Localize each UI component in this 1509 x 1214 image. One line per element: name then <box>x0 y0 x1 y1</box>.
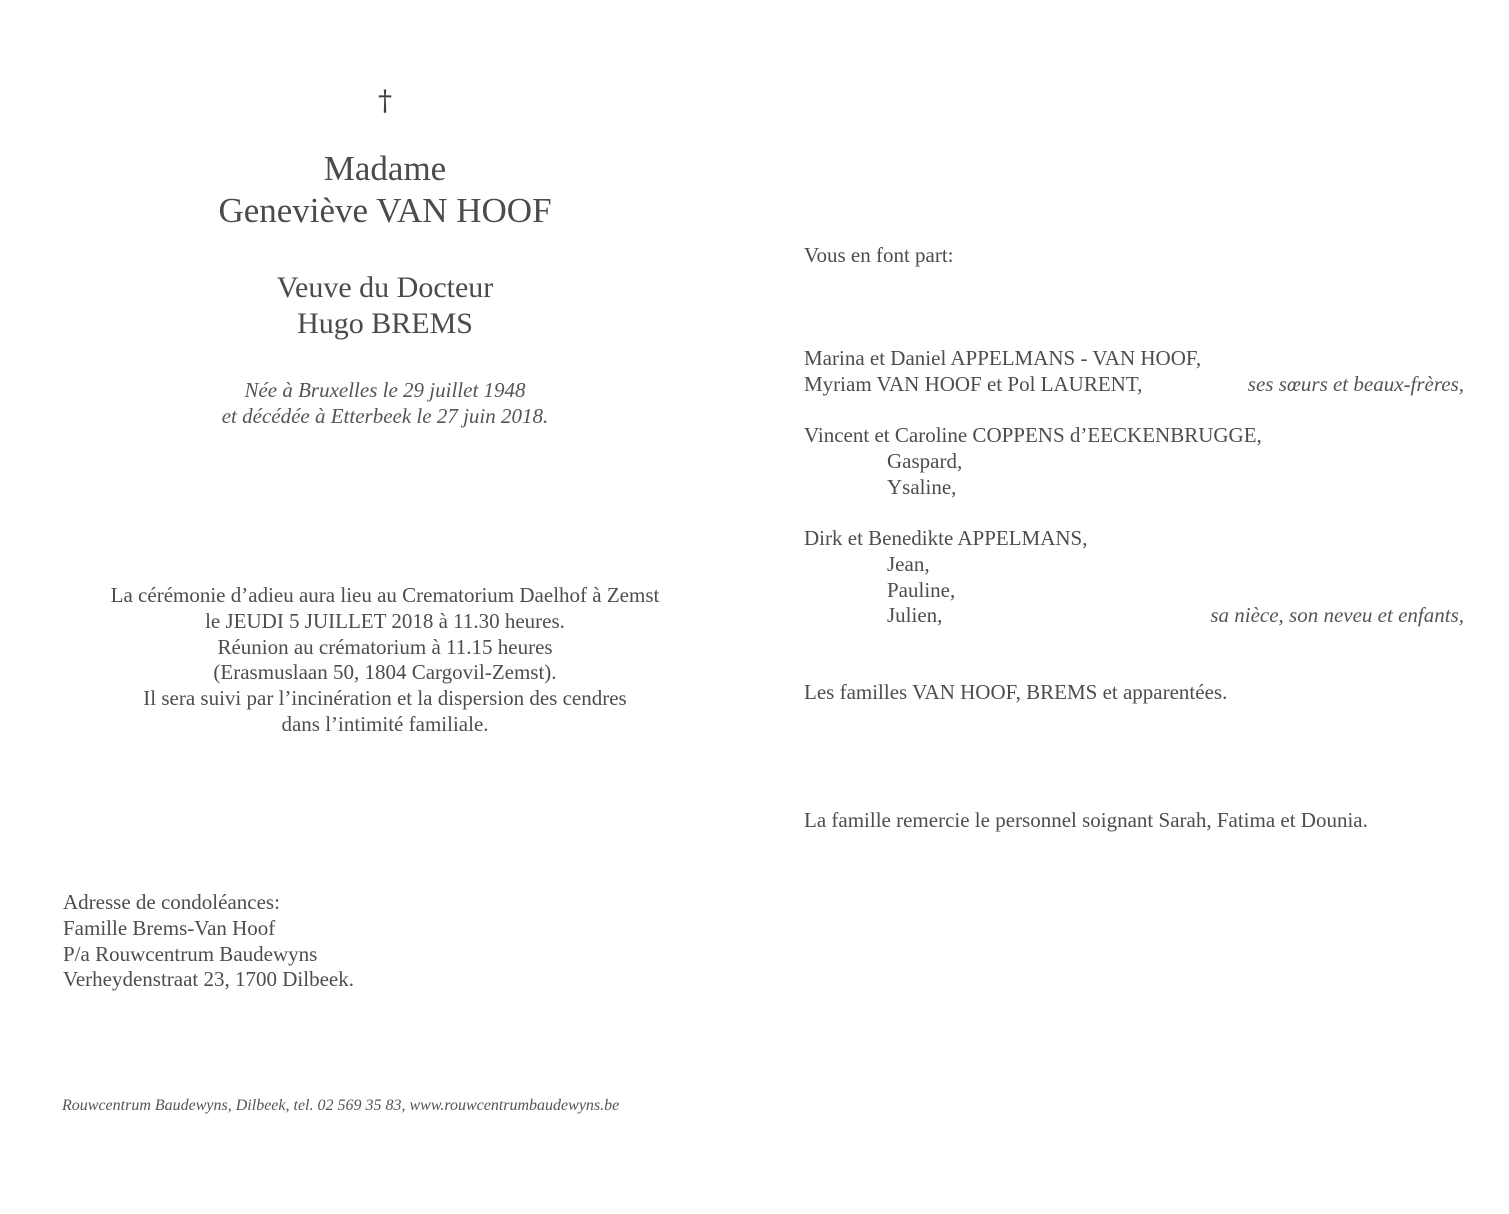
condolence-line: Famille Brems-Van Hoof <box>63 915 276 940</box>
birth-line: Née à Bruxelles le 29 juillet 1948 <box>244 378 526 402</box>
ceremony-line: La cérémonie d’adieu aura lieu au Crematorium Daelhof à Zemst <box>110 583 660 607</box>
ceremony-line: le JEUDI 5 JUILLET 2018 à 11.30 heures. <box>205 608 565 633</box>
funeral-home-credit: Rouwcentrum Baudewyns, Dilbeek, tel. 02 569 35 83, www.rouwcentrumbaudewyns.be <box>62 1097 620 1114</box>
family-child: Gaspard, <box>887 449 963 473</box>
family-child: Jean, <box>887 552 930 576</box>
families-line: Les familles VAN HOOF, BREMS et apparentées. <box>804 680 1228 704</box>
ceremony-line: Réunion au crématorium à 11.15 heures <box>217 634 553 659</box>
announcement-intro: Vous en font part: <box>804 243 954 267</box>
sibling-line: Marina et Daniel APPELMANS - VAN HOOF, <box>804 346 1202 370</box>
honorific-title: Madame <box>323 149 447 188</box>
sibling-line: Myriam VAN HOOF et Pol LAURENT, <box>804 372 1143 396</box>
spouse-block <box>60 270 710 342</box>
condolence-address <box>63 890 354 993</box>
family-child: Ysaline, <box>887 475 957 499</box>
dates-block <box>60 377 710 429</box>
death-line: et décédée à Etterbeek le 27 juin 2018. <box>221 404 549 428</box>
ceremony-line: Il sera suivi par l’incinération et la dispersion des cendres <box>143 686 627 711</box>
spouse-line-1: Veuve du Docteur <box>276 271 494 304</box>
siblings-relation: ses sœurs et beaux-frères, <box>1247 372 1464 396</box>
left-column <box>60 0 710 1214</box>
deceased-name-block <box>60 148 710 232</box>
condolence-heading: Adresse de condoléances: <box>63 890 280 914</box>
cross-icon: † <box>378 84 392 117</box>
family-child: Julien, <box>887 603 943 627</box>
family-parents: Dirk et Benedikte APPELMANS, <box>804 526 1088 550</box>
ceremony-line: (Erasmuslaan 50, 1804 Cargovil-Zemst). <box>213 660 557 685</box>
family-relation: sa nièce, son neveu et enfants, <box>1210 603 1464 627</box>
ceremony-block <box>60 583 710 738</box>
family-child: Pauline, <box>887 578 956 602</box>
condolence-line: P/a Rouwcentrum Baudewyns <box>63 941 318 966</box>
ceremony-line: dans l’intimité familiale. <box>281 711 489 736</box>
spouse-name: Hugo BREMS <box>297 307 473 340</box>
deceased-name: Geneviève VAN HOOF <box>218 191 552 230</box>
thanks-line: La famille remercie le personnel soignant Sarah, Fatima et Dounia. <box>804 808 1368 832</box>
family-parents: Vincent et Caroline COPPENS d’EECKENBRUGGE, <box>804 423 1262 447</box>
right-column <box>804 0 1464 1214</box>
condolence-line: Verheydenstraat 23, 1700 Dilbeek. <box>63 967 354 992</box>
